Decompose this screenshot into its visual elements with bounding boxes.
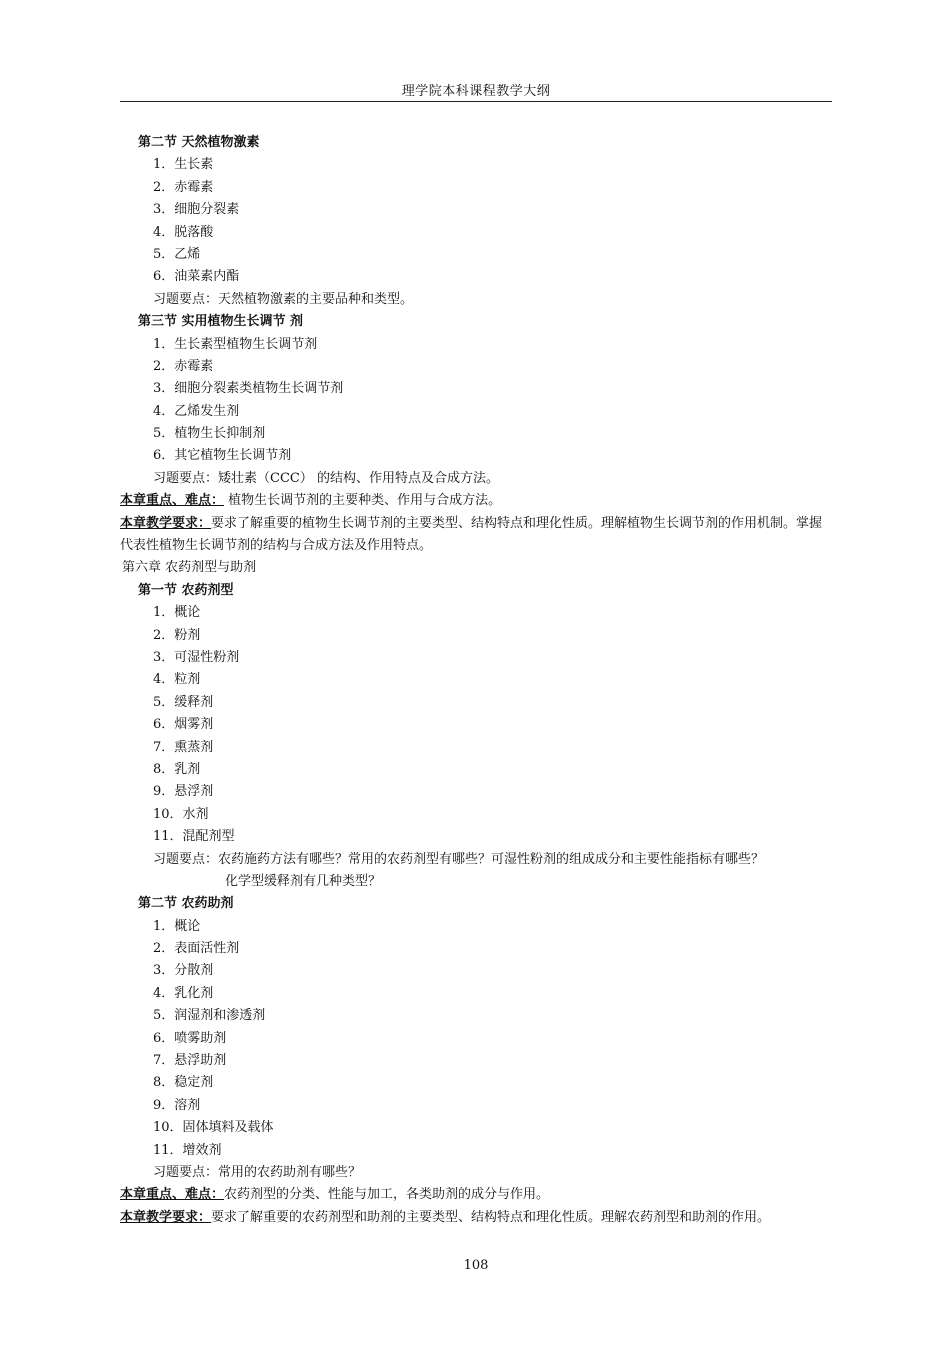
section-title: 第二节 农药助剂 [138,896,234,912]
document-body [120,132,832,1229]
header-rule [120,101,832,102]
requirements-label: 本章教学要求： [120,1209,212,1225]
list-item: 4．粒剂 [153,672,201,688]
requirements-label: 本章教学要求： [120,515,212,531]
section-title: 第一节 农药剂型 [138,582,234,598]
list-item: 9．溶剂 [153,1097,201,1113]
page-header-title: 理学院本科课程教学大纲 [401,84,551,99]
list-item: 8．稳定剂 [153,1075,214,1091]
list-item: 6．烟雾剂 [153,717,214,733]
exercise-note: 习题要点：农药施药方法有哪些？常用的农药剂型有哪些？可湿性粉剂的组成成分和主要性能指标有哪些？ [153,851,765,867]
list-item: 6．喷雾助剂 [153,1030,227,1046]
exercise-note-continued: 化学型缓释剂有几种类型？ [225,873,382,889]
list-item: 5．润湿剂和渗透剂 [153,1008,266,1024]
list-item: 5．缓释剂 [153,694,214,710]
chapter-title: 第六章 农药剂型与助剂 [122,560,257,576]
page-number: 108 [463,1258,489,1273]
list-item: 1．概论 [153,918,201,934]
key-points-text: 农药剂型的分类、性能与加工，各类助剂的成分与作用。 [224,1187,550,1203]
list-item: 3．可湿性粉剂 [153,650,240,666]
list-item: 6．油菜素内酯 [153,269,240,285]
requirements-text: 要求了解重要的农药剂型和助剂的主要类型、结构特点和理化性质。理解农药剂型和助剂的作用。 [211,1209,771,1225]
list-item: 10．固体填料及载体 [153,1120,274,1136]
list-item: 1．概论 [153,605,201,621]
list-item: 4．乳化剂 [153,985,214,1001]
list-item: 2．赤霉素 [153,179,214,195]
list-item: 4．乙烯发生剂 [153,403,240,419]
list-item: 3．细胞分裂素类植物生长调节剂 [153,381,344,397]
requirements-text: 要求了解重要的植物生长调节剂的主要类型、结构特点和理化性质。理解植物生长调节剂的作用机制。掌握代表性植物生长调节剂的结构与合成方法及作用特点。 [120,515,823,554]
chapter-key-points [120,1184,832,1206]
section-title: 第二节 天然植物激素 [138,135,260,150]
key-points-label: 本章重点、难点： [120,493,225,509]
list-item: 8．乳剂 [153,761,201,777]
list-item: 1．生长素型植物生长调节剂 [153,336,318,352]
list-item: 7．悬浮助剂 [153,1053,227,1069]
list-item: 2．表面活性剂 [153,941,240,957]
list-item: 9．悬浮剂 [153,784,214,800]
chapter-requirements [120,513,832,558]
section-title: 第三节 实用植物生长调节 剂 [138,314,304,330]
list-item: 11．增效剂 [153,1142,222,1158]
list-item: 6．其它植物生长调节剂 [153,448,292,464]
exercise-note: 习题要点：天然植物激素的主要品种和类型。 [153,291,414,307]
exercise-note: 习题要点：常用的农药助剂有哪些？ [153,1165,362,1180]
list-item: 5．乙烯 [153,246,201,262]
list-item: 10．水剂 [153,806,209,822]
list-item: 5．植物生长抑制剂 [153,426,266,442]
exercise-note: 习题要点：矮壮素（CCC） 的结构、作用特点及合成方法。 [153,470,499,486]
list-item: 1．生长素 [153,157,214,173]
chapter-key-points [120,490,832,512]
list-item: 4．脱落酸 [153,224,214,240]
list-item: 2．粉剂 [153,627,201,643]
key-points-label: 本章重点、难点： [120,1187,225,1203]
key-points-text: 植物生长调节剂的主要种类、作用与合成方法。 [224,493,502,509]
chapter-requirements [120,1207,832,1229]
list-item: 2．赤霉素 [153,358,214,374]
list-item: 7．熏蒸剂 [153,739,214,755]
list-item: 3．分散剂 [153,963,214,979]
list-item: 11．混配剂型 [153,829,235,845]
list-item: 3．细胞分裂素 [153,202,240,218]
